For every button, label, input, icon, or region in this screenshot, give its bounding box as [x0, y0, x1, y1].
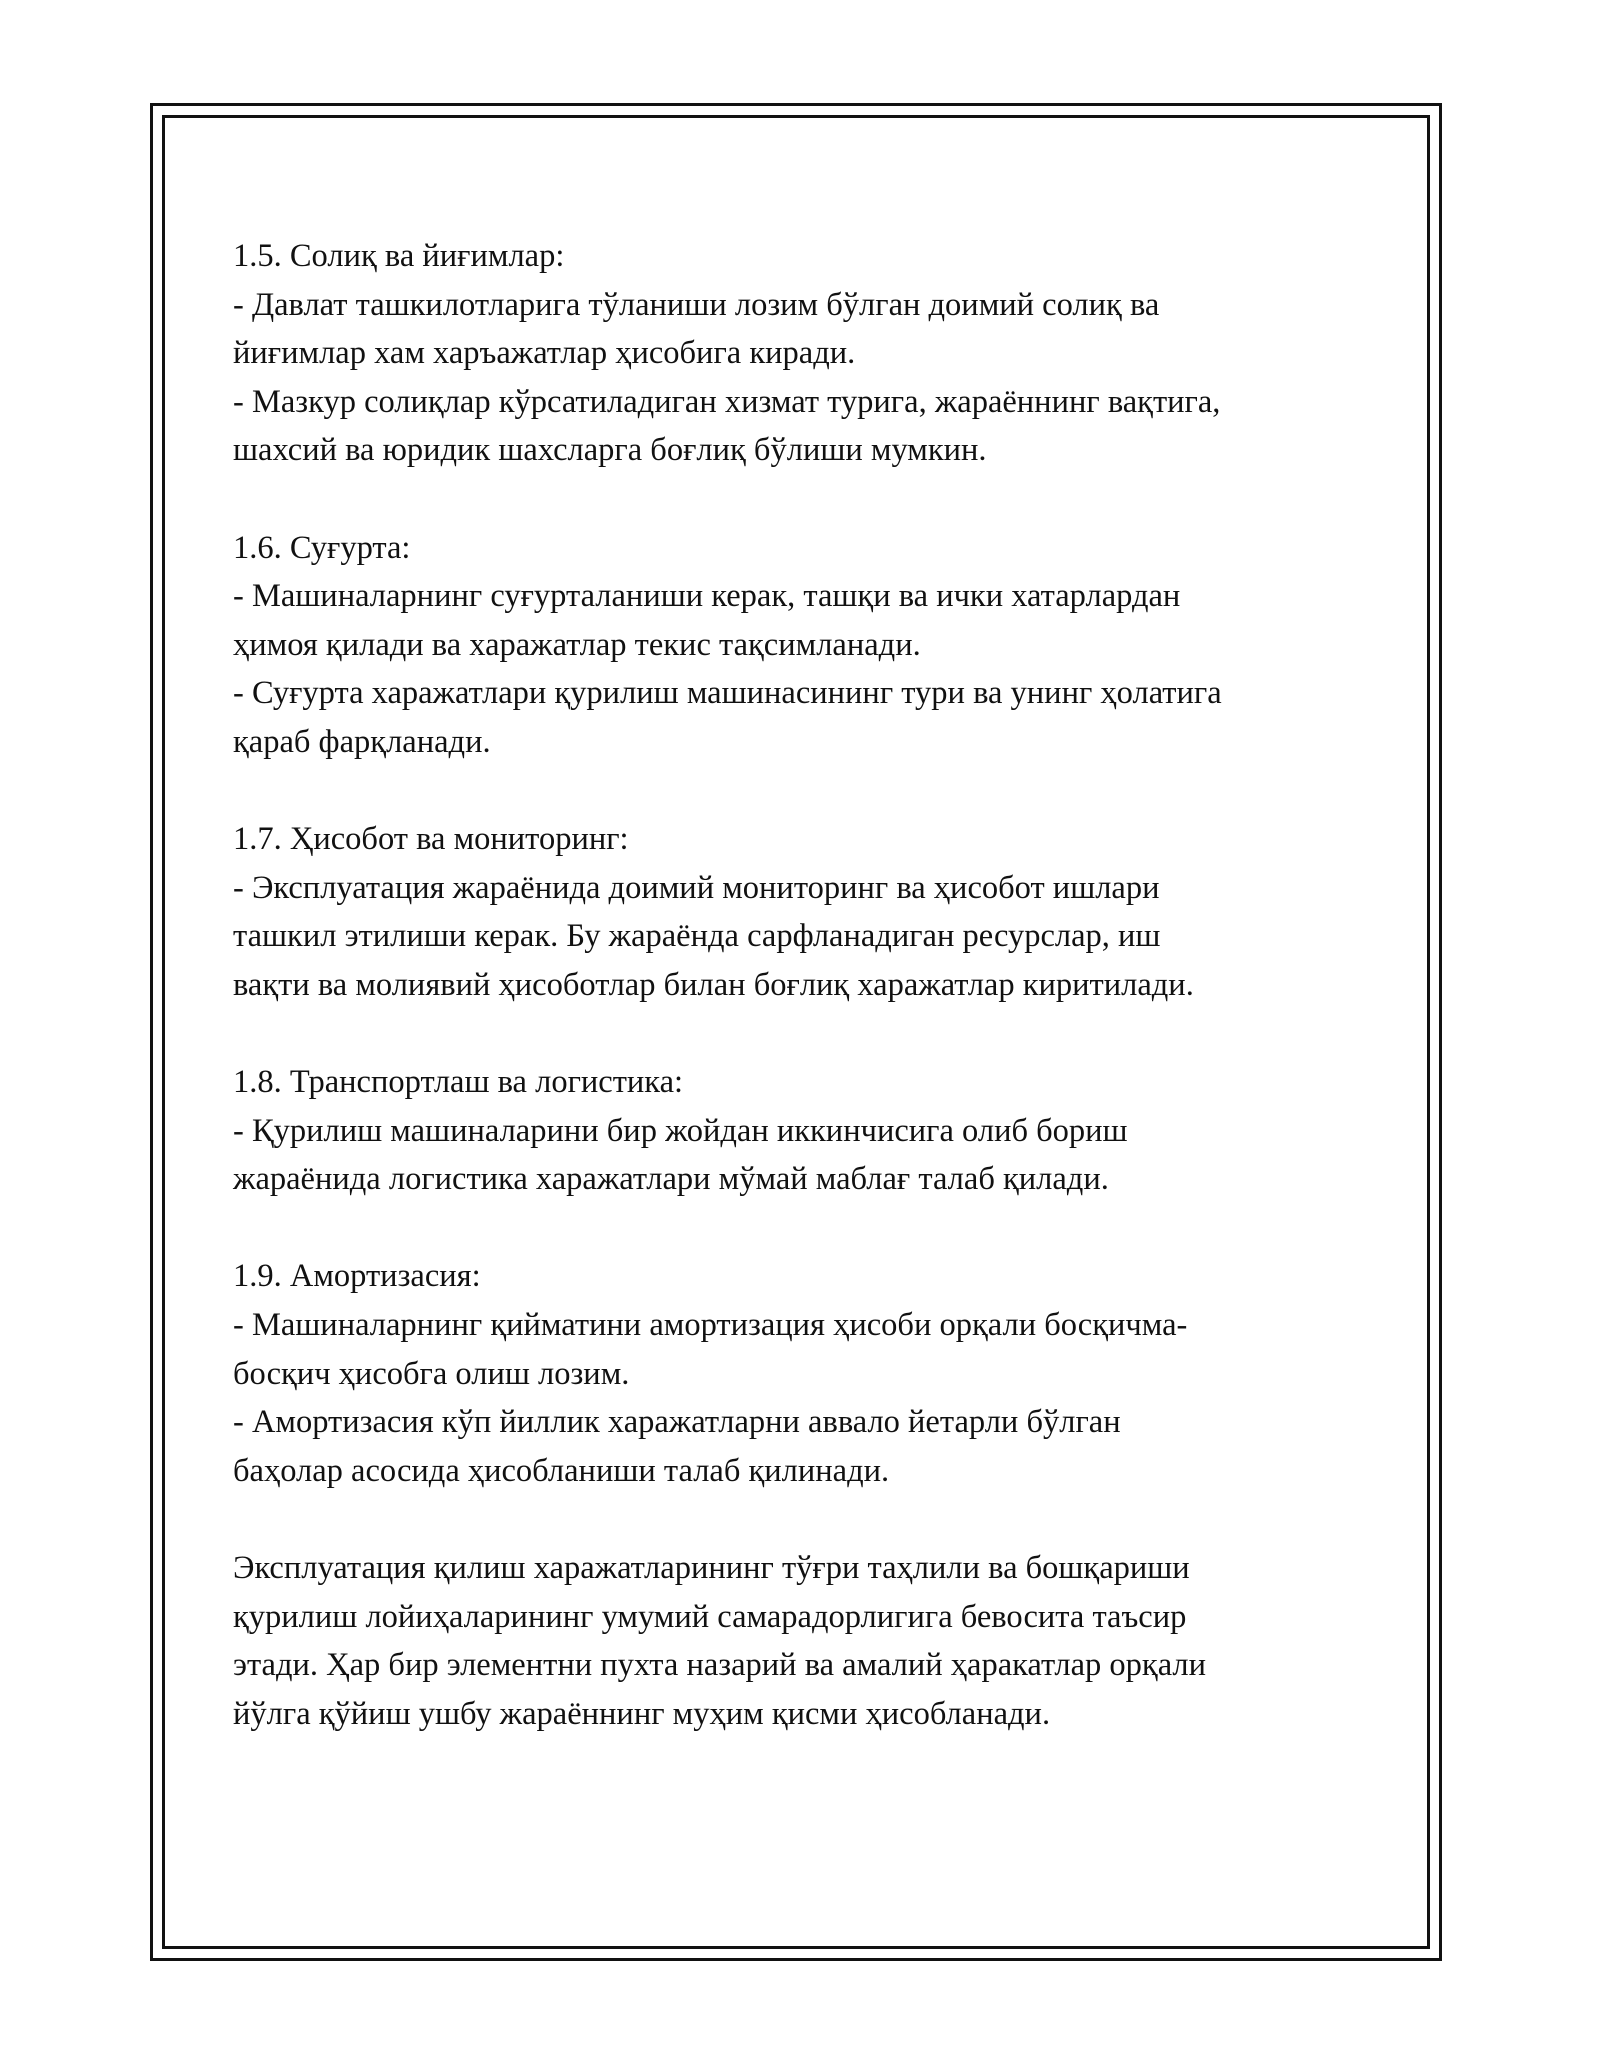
bullet-line: - Машиналарнинг суғурталаниши керак, ташқи ва ички хатарлардан: [233, 578, 1181, 615]
section-heading: 1.7. Ҳисобот ва мониторинг:: [233, 821, 629, 858]
section-1-6: [233, 524, 1383, 767]
conclusion-paragraph: [233, 1544, 1383, 1738]
section-heading: 1.5. Солиқ ва йиғимлар:: [233, 238, 565, 274]
bullet-line: вақти ва молиявий ҳисоботлар билан боғлиқ харажатлар киритилади.: [233, 966, 1194, 1003]
bullet-line: босқич ҳисобга олиш лозим.: [233, 1355, 630, 1392]
bullet-line: - Амортизасия кўп йиллик харажатларни аввало йетарли бўлган: [233, 1404, 1121, 1441]
bullet-line: - Эксплуатация жараёнида доимий мониторинг ва ҳисобот ишлари: [233, 869, 1160, 906]
section-1-8: [233, 1058, 1383, 1204]
section-1-5: [233, 232, 1383, 475]
bullet-line: ташкил этилиши керак. Бу жараёнда сарфланадиган ресурслар, иш: [233, 918, 1161, 955]
bullet-line: жараёнида логистика харажатлари мўмай маблағ талаб қилади.: [233, 1161, 1109, 1198]
document-body: [233, 232, 1383, 1738]
bullet-line: ҳимоя қилади ва харажатлар текис тақсимланади.: [233, 626, 921, 663]
section-1-7: [233, 815, 1383, 1009]
bullet-line: йиғимлар хам харъажатлар ҳисобига киради.: [233, 335, 856, 372]
conclusion-line: йўлга қўйиш ушбу жараённинг муҳим қисми ҳисобланади.: [233, 1695, 1051, 1732]
bullet-line: - Қурилиш машиналарини бир жойдан иккинчисига олиб бориш: [233, 1112, 1128, 1149]
section-1-9: [233, 1252, 1383, 1495]
bullet-line: - Суғурта харажатлари қурилиш машинасининг тури ва унинг ҳолатига: [233, 675, 1222, 712]
section-heading: 1.8. Транспортлаш ва логистика:: [233, 1064, 684, 1101]
section-heading: 1.6. Суғурта:: [233, 529, 411, 566]
bullet-line: - Мазкур солиқлар кўрсатиладиган хизмат турига, жараённинг вақтига,: [233, 383, 1221, 420]
bullet-line: шахсий ва юридик шахсларга боғлиқ бўлиши мумкин.: [233, 432, 987, 469]
conclusion-line: Эксплуатация қилиш харажатларининг тўғри таҳлили ва бошқариши: [233, 1550, 1190, 1587]
conclusion-line: қурилиш лойиҳаларининг умумий самарадорлигига бевосита таъсир: [233, 1598, 1187, 1635]
bullet-line: қараб фарқланади.: [233, 723, 491, 760]
conclusion-line: этади. Ҳар бир элементни пухта назарий ва амалий ҳаракатлар орқали: [233, 1647, 1207, 1684]
bullet-line: баҳолар асосида ҳисобланиши талаб қилинади.: [233, 1452, 890, 1489]
bullet-line: - Давлат ташкилотларига тўланиши лозим бўлган доимий солиқ ва: [233, 286, 1160, 323]
bullet-line: - Машиналарнинг қийматини амортизация ҳисоби орқали босқичма-: [233, 1307, 1188, 1344]
section-heading: 1.9. Амортизасия:: [233, 1258, 481, 1295]
